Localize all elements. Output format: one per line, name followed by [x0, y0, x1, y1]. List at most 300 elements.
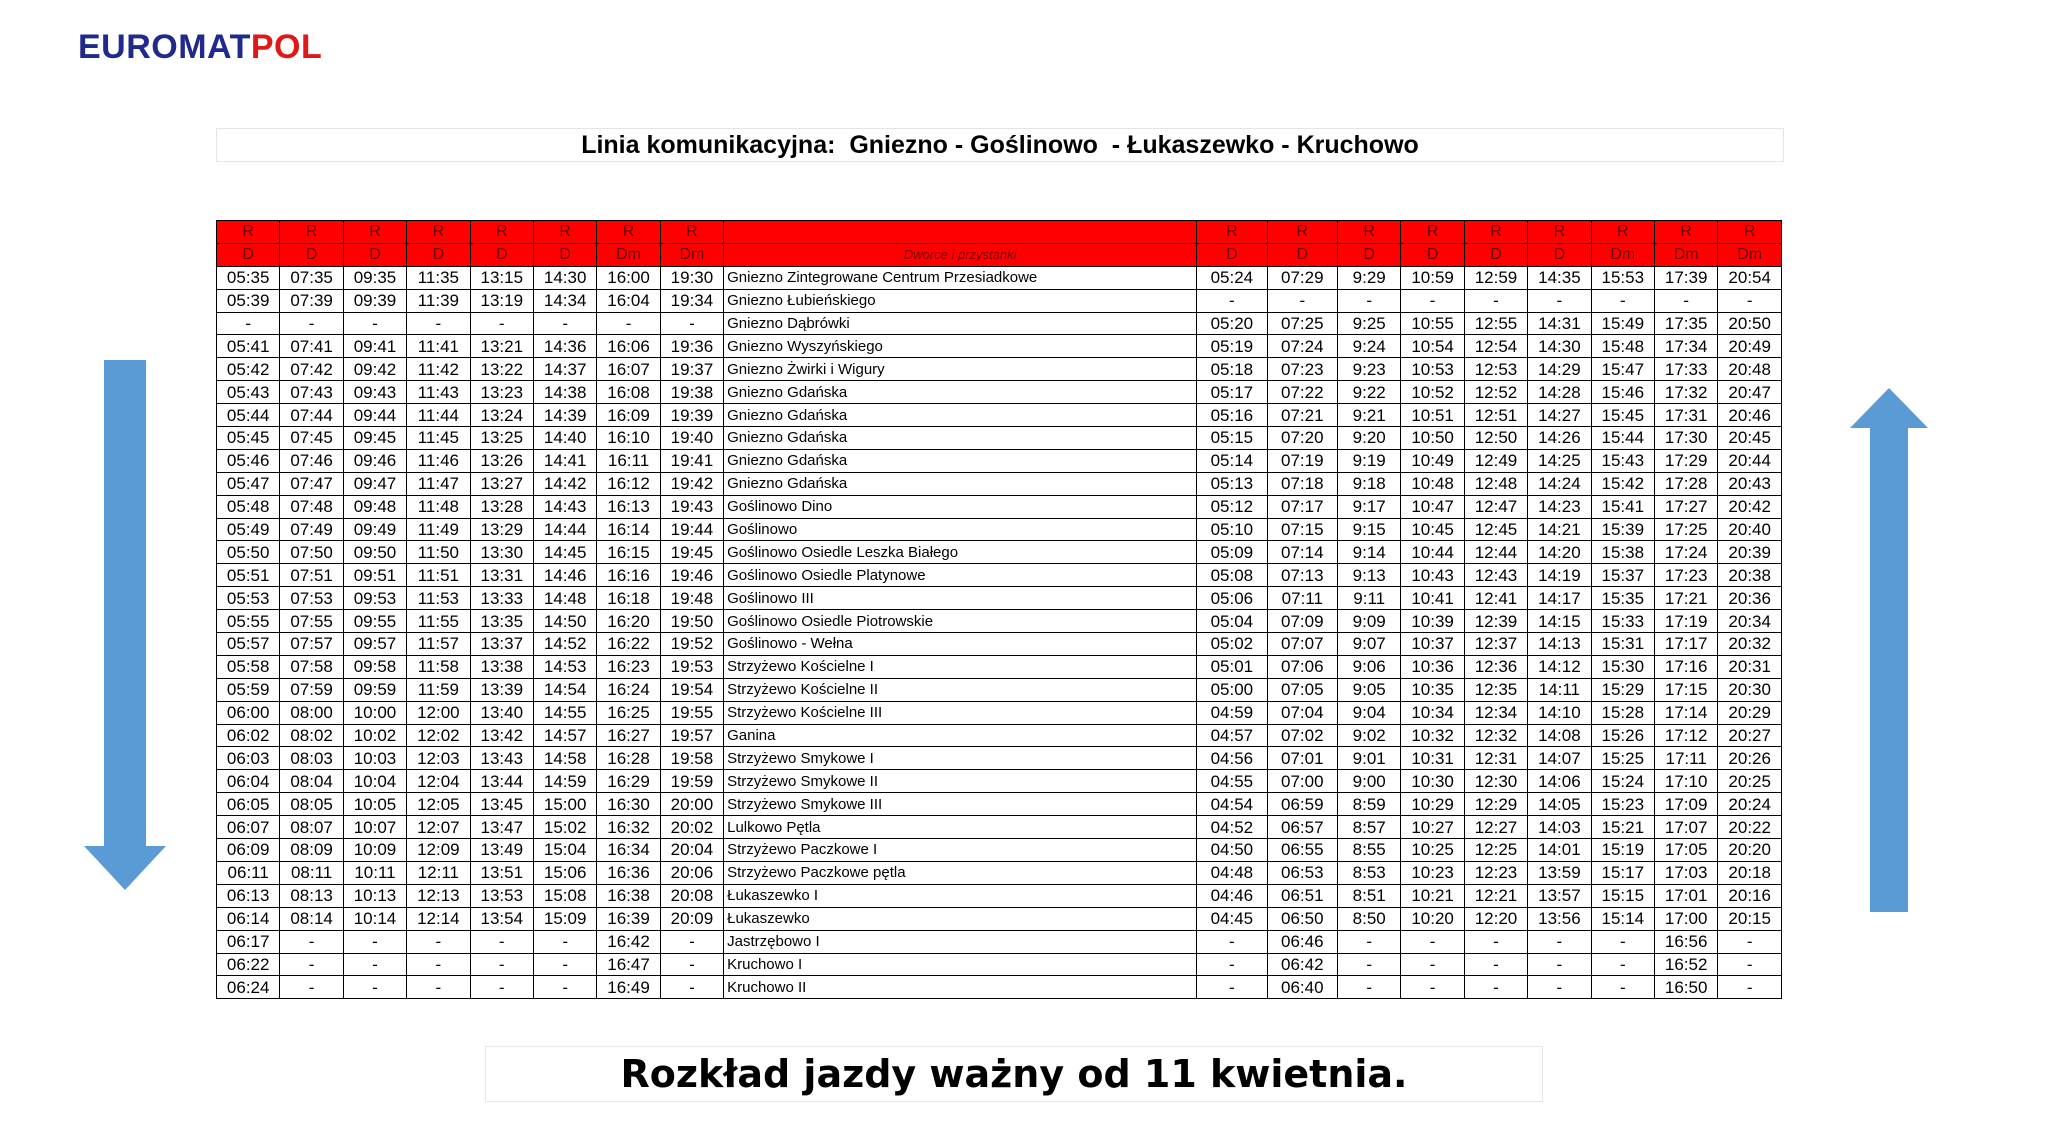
- return-time: 04:48: [1197, 861, 1267, 884]
- departure-time: 10:14: [343, 907, 406, 930]
- return-time: 07:29: [1267, 266, 1337, 289]
- return-time: -: [1338, 976, 1401, 999]
- departure-time: 06:03: [217, 747, 280, 770]
- stop-name: Strzyżewo Paczkowe I: [724, 839, 1197, 862]
- return-time: 13:57: [1528, 884, 1591, 907]
- return-time: 12:27: [1464, 816, 1527, 839]
- table-row: [217, 587, 1782, 610]
- return-time: 17:11: [1654, 747, 1717, 770]
- return-time: 14:12: [1528, 655, 1591, 678]
- header-service-type: R: [217, 221, 280, 244]
- departure-time: 14:40: [533, 427, 596, 450]
- return-time: 14:20: [1528, 541, 1591, 564]
- departure-time: 12:04: [407, 770, 470, 793]
- departure-time: -: [470, 930, 533, 953]
- return-time: 10:35: [1401, 678, 1464, 701]
- departure-time: 16:30: [597, 793, 660, 816]
- table-row: [217, 861, 1782, 884]
- departure-time: -: [660, 976, 723, 999]
- return-time: 14:31: [1528, 312, 1591, 335]
- return-time: 12:49: [1464, 449, 1527, 472]
- return-time: 16:50: [1654, 976, 1717, 999]
- return-time: 17:29: [1654, 449, 1717, 472]
- return-time: 20:24: [1718, 793, 1782, 816]
- return-time: 06:53: [1267, 861, 1337, 884]
- return-time: 14:11: [1528, 678, 1591, 701]
- departure-time: 13:37: [470, 633, 533, 656]
- table-row: [217, 312, 1782, 335]
- departure-time: 08:03: [280, 747, 343, 770]
- return-time: 05:17: [1197, 381, 1267, 404]
- return-time: 12:29: [1464, 793, 1527, 816]
- return-time: 15:29: [1591, 678, 1654, 701]
- return-time: 07:14: [1267, 541, 1337, 564]
- departure-time: 05:59: [217, 678, 280, 701]
- header-day-code: D: [280, 243, 343, 266]
- return-time: 12:20: [1464, 907, 1527, 930]
- return-time: 9:20: [1338, 427, 1401, 450]
- departure-time: -: [407, 953, 470, 976]
- return-time: 9:22: [1338, 381, 1401, 404]
- return-time: 17:01: [1654, 884, 1717, 907]
- departure-time: 09:49: [343, 518, 406, 541]
- return-time: 12:44: [1464, 541, 1527, 564]
- return-time: 8:55: [1338, 839, 1401, 862]
- return-time: -: [1718, 976, 1782, 999]
- table-row: [217, 495, 1782, 518]
- return-time: -: [1401, 289, 1464, 312]
- departure-time: 16:49: [597, 976, 660, 999]
- departure-time: 13:15: [470, 266, 533, 289]
- return-time: 17:03: [1654, 861, 1717, 884]
- departure-time: 15:02: [533, 816, 596, 839]
- stop-name: Strzyżewo Paczkowe pętla: [724, 861, 1197, 884]
- return-time: 17:24: [1654, 541, 1717, 564]
- departure-time: 16:22: [597, 633, 660, 656]
- return-time: 07:06: [1267, 655, 1337, 678]
- departure-time: 19:38: [660, 381, 723, 404]
- return-time: 15:26: [1591, 724, 1654, 747]
- return-time: -: [1338, 930, 1401, 953]
- departure-time: 11:45: [407, 427, 470, 450]
- departure-time: -: [470, 953, 533, 976]
- return-time: 10:44: [1401, 541, 1464, 564]
- departure-time: 05:55: [217, 610, 280, 633]
- departure-time: 19:54: [660, 678, 723, 701]
- return-time: 20:47: [1718, 381, 1782, 404]
- return-time: 12:23: [1464, 861, 1527, 884]
- header-day-code: D: [1528, 243, 1591, 266]
- header-day-code: D: [470, 243, 533, 266]
- departure-time: 13:22: [470, 358, 533, 381]
- return-time: 14:24: [1528, 472, 1591, 495]
- departure-time: 16:13: [597, 495, 660, 518]
- table-row: [217, 678, 1782, 701]
- header-service-type: R: [1401, 221, 1464, 244]
- departure-time: 05:49: [217, 518, 280, 541]
- stop-name: Gniezno Gdańska: [724, 472, 1197, 495]
- departure-time: 12:05: [407, 793, 470, 816]
- departure-time: -: [660, 312, 723, 335]
- return-time: 07:09: [1267, 610, 1337, 633]
- return-time: 17:30: [1654, 427, 1717, 450]
- return-time: 15:44: [1591, 427, 1654, 450]
- departure-time: 09:50: [343, 541, 406, 564]
- return-time: 10:53: [1401, 358, 1464, 381]
- return-time: 20:54: [1718, 266, 1782, 289]
- return-time: 17:12: [1654, 724, 1717, 747]
- return-time: 20:38: [1718, 564, 1782, 587]
- departure-time: 16:11: [597, 449, 660, 472]
- table-row: [217, 976, 1782, 999]
- departure-time: 13:24: [470, 404, 533, 427]
- departure-time: -: [217, 312, 280, 335]
- departure-time: 19:42: [660, 472, 723, 495]
- return-time: 17:16: [1654, 655, 1717, 678]
- departure-time: 05:58: [217, 655, 280, 678]
- departure-time: 09:45: [343, 427, 406, 450]
- return-time: 17:21: [1654, 587, 1717, 610]
- departure-time: 14:52: [533, 633, 596, 656]
- return-time: 04:45: [1197, 907, 1267, 930]
- return-time: 14:35: [1528, 266, 1591, 289]
- return-time: 07:01: [1267, 747, 1337, 770]
- header-day-code: D: [407, 243, 470, 266]
- stop-name: Ganina: [724, 724, 1197, 747]
- return-time: 12:59: [1464, 266, 1527, 289]
- departure-time: 13:21: [470, 335, 533, 358]
- return-time: 20:20: [1718, 839, 1782, 862]
- departure-time: -: [343, 976, 406, 999]
- return-time: 9:23: [1338, 358, 1401, 381]
- table-row: [217, 449, 1782, 472]
- departure-time: 19:34: [660, 289, 723, 312]
- return-time: 12:37: [1464, 633, 1527, 656]
- return-time: 15:47: [1591, 358, 1654, 381]
- return-time: 05:01: [1197, 655, 1267, 678]
- departure-time: -: [597, 312, 660, 335]
- return-time: 07:00: [1267, 770, 1337, 793]
- return-time: 07:21: [1267, 404, 1337, 427]
- return-time: 06:57: [1267, 816, 1337, 839]
- header-row-2: [217, 243, 1782, 266]
- departure-time: 07:46: [280, 449, 343, 472]
- departure-time: -: [470, 312, 533, 335]
- departure-time: 09:46: [343, 449, 406, 472]
- departure-time: 05:35: [217, 266, 280, 289]
- departure-time: 11:42: [407, 358, 470, 381]
- return-time: 05:06: [1197, 587, 1267, 610]
- departure-time: 14:55: [533, 701, 596, 724]
- table-row: [217, 266, 1782, 289]
- return-time: 12:34: [1464, 701, 1527, 724]
- return-time: 10:43: [1401, 564, 1464, 587]
- return-time: 8:59: [1338, 793, 1401, 816]
- return-time: 06:55: [1267, 839, 1337, 862]
- return-time: 17:00: [1654, 907, 1717, 930]
- departure-time: 19:59: [660, 770, 723, 793]
- departure-time: 16:08: [597, 381, 660, 404]
- return-time: 17:15: [1654, 678, 1717, 701]
- return-time: 20:43: [1718, 472, 1782, 495]
- departure-time: 06:14: [217, 907, 280, 930]
- table-row: [217, 541, 1782, 564]
- return-time: 10:51: [1401, 404, 1464, 427]
- departure-time: 14:39: [533, 404, 596, 427]
- return-time: 10:34: [1401, 701, 1464, 724]
- departure-time: 14:45: [533, 541, 596, 564]
- return-time: 20:18: [1718, 861, 1782, 884]
- table-row: [217, 335, 1782, 358]
- return-time: 12:54: [1464, 335, 1527, 358]
- return-time: 12:50: [1464, 427, 1527, 450]
- departure-time: 12:03: [407, 747, 470, 770]
- return-time: 15:19: [1591, 839, 1654, 862]
- departure-time: 16:32: [597, 816, 660, 839]
- return-time: 07:04: [1267, 701, 1337, 724]
- departure-time: 09:59: [343, 678, 406, 701]
- return-time: 15:53: [1591, 266, 1654, 289]
- departure-time: 16:25: [597, 701, 660, 724]
- return-time: 07:15: [1267, 518, 1337, 541]
- return-time: 07:18: [1267, 472, 1337, 495]
- stop-name: Gniezno Żwirki i Wigury: [724, 358, 1197, 381]
- departure-time: 09:48: [343, 495, 406, 518]
- return-time: 12:55: [1464, 312, 1527, 335]
- return-time: 9:19: [1338, 449, 1401, 472]
- departure-time: 05:48: [217, 495, 280, 518]
- header-service-type: R: [1338, 221, 1401, 244]
- return-time: 20:27: [1718, 724, 1782, 747]
- return-time: 20:36: [1718, 587, 1782, 610]
- stop-name: Strzyżewo Kościelne III: [724, 701, 1197, 724]
- departure-time: 16:18: [597, 587, 660, 610]
- return-time: 12:45: [1464, 518, 1527, 541]
- table-row: [217, 701, 1782, 724]
- departure-time: 09:39: [343, 289, 406, 312]
- departure-time: 16:28: [597, 747, 660, 770]
- return-time: 20:50: [1718, 312, 1782, 335]
- table-row: [217, 427, 1782, 450]
- departure-time: 09:41: [343, 335, 406, 358]
- departure-time: 11:47: [407, 472, 470, 495]
- return-time: 14:01: [1528, 839, 1591, 862]
- return-time: 20:22: [1718, 816, 1782, 839]
- departure-time: 14:48: [533, 587, 596, 610]
- departure-time: 12:13: [407, 884, 470, 907]
- departure-time: -: [280, 930, 343, 953]
- return-time: 20:29: [1718, 701, 1782, 724]
- departure-time: 08:02: [280, 724, 343, 747]
- header-service-type: R: [597, 221, 660, 244]
- return-time: 14:23: [1528, 495, 1591, 518]
- departure-time: 10:02: [343, 724, 406, 747]
- departure-time: 16:09: [597, 404, 660, 427]
- departure-time: 16:42: [597, 930, 660, 953]
- departure-time: 19:30: [660, 266, 723, 289]
- return-time: -: [1401, 976, 1464, 999]
- departure-time: -: [280, 976, 343, 999]
- departure-time: 11:43: [407, 381, 470, 404]
- departure-time: 11:35: [407, 266, 470, 289]
- return-time: -: [1654, 289, 1717, 312]
- return-time: 17:25: [1654, 518, 1717, 541]
- arrow-up-icon: [1848, 386, 1930, 914]
- departure-time: -: [533, 953, 596, 976]
- return-time: 10:52: [1401, 381, 1464, 404]
- header-day-code: D: [1401, 243, 1464, 266]
- return-time: 17:28: [1654, 472, 1717, 495]
- header-service-type: R: [1654, 221, 1717, 244]
- return-time: 14:28: [1528, 381, 1591, 404]
- header-service-type: R: [343, 221, 406, 244]
- return-time: 12:43: [1464, 564, 1527, 587]
- return-time: 07:20: [1267, 427, 1337, 450]
- header-service-type: R: [1718, 221, 1782, 244]
- departure-time: 13:28: [470, 495, 533, 518]
- return-time: 10:36: [1401, 655, 1464, 678]
- departure-time: 14:46: [533, 564, 596, 587]
- departure-time: -: [660, 930, 723, 953]
- departure-time: 07:39: [280, 289, 343, 312]
- return-time: 15:30: [1591, 655, 1654, 678]
- return-time: 05:12: [1197, 495, 1267, 518]
- return-time: 15:15: [1591, 884, 1654, 907]
- departure-time: 14:44: [533, 518, 596, 541]
- stop-name: Goślinowo Dino: [724, 495, 1197, 518]
- return-time: 05:10: [1197, 518, 1267, 541]
- header-day-code: D: [217, 243, 280, 266]
- departure-time: 08:05: [280, 793, 343, 816]
- return-time: 10:25: [1401, 839, 1464, 862]
- return-time: 05:24: [1197, 266, 1267, 289]
- return-time: -: [1267, 289, 1337, 312]
- departure-time: 05:50: [217, 541, 280, 564]
- return-time: 20:31: [1718, 655, 1782, 678]
- departure-time: 20:06: [660, 861, 723, 884]
- departure-time: 06:04: [217, 770, 280, 793]
- header-day-code: D: [1197, 243, 1267, 266]
- departure-time: 14:53: [533, 655, 596, 678]
- return-time: 04:52: [1197, 816, 1267, 839]
- return-time: 06:50: [1267, 907, 1337, 930]
- departure-time: 14:41: [533, 449, 596, 472]
- departure-time: 16:07: [597, 358, 660, 381]
- departure-time: 14:38: [533, 381, 596, 404]
- return-time: 12:53: [1464, 358, 1527, 381]
- departure-time: 13:45: [470, 793, 533, 816]
- return-time: 06:51: [1267, 884, 1337, 907]
- departure-time: 11:49: [407, 518, 470, 541]
- return-time: 17:27: [1654, 495, 1717, 518]
- departure-time: 14:37: [533, 358, 596, 381]
- departure-time: 16:36: [597, 861, 660, 884]
- return-time: 17:14: [1654, 701, 1717, 724]
- return-time: -: [1197, 930, 1267, 953]
- return-time: 17:35: [1654, 312, 1717, 335]
- departure-time: 09:44: [343, 404, 406, 427]
- table-row: [217, 633, 1782, 656]
- return-time: 20:16: [1718, 884, 1782, 907]
- return-time: 10:45: [1401, 518, 1464, 541]
- validity-notice: Rozkład jazdy ważny od 11 kwietnia.: [485, 1046, 1543, 1102]
- return-time: 10:32: [1401, 724, 1464, 747]
- return-time: 15:37: [1591, 564, 1654, 587]
- return-time: 05:09: [1197, 541, 1267, 564]
- return-time: 12:48: [1464, 472, 1527, 495]
- return-time: 10:50: [1401, 427, 1464, 450]
- departure-time: 09:58: [343, 655, 406, 678]
- return-time: 05:19: [1197, 335, 1267, 358]
- table-row: [217, 816, 1782, 839]
- return-time: -: [1464, 976, 1527, 999]
- stop-name: Jastrzębowo I: [724, 930, 1197, 953]
- departure-time: 07:47: [280, 472, 343, 495]
- departure-time: 19:58: [660, 747, 723, 770]
- return-time: 15:23: [1591, 793, 1654, 816]
- return-time: -: [1197, 953, 1267, 976]
- departure-time: 20:02: [660, 816, 723, 839]
- departure-time: 15:06: [533, 861, 596, 884]
- departure-time: 13:26: [470, 449, 533, 472]
- departure-time: 07:53: [280, 587, 343, 610]
- departure-time: 10:13: [343, 884, 406, 907]
- table-row: [217, 793, 1782, 816]
- departure-time: 06:24: [217, 976, 280, 999]
- departure-time: 12:00: [407, 701, 470, 724]
- return-time: 9:24: [1338, 335, 1401, 358]
- departure-time: 07:42: [280, 358, 343, 381]
- return-time: 15:48: [1591, 335, 1654, 358]
- departure-time: 14:58: [533, 747, 596, 770]
- departure-time: 15:08: [533, 884, 596, 907]
- table-row: [217, 381, 1782, 404]
- departure-time: 12:11: [407, 861, 470, 884]
- return-time: 20:46: [1718, 404, 1782, 427]
- return-time: 12:32: [1464, 724, 1527, 747]
- return-time: 04:50: [1197, 839, 1267, 862]
- return-time: 14:06: [1528, 770, 1591, 793]
- route-title: Linia komunikacyjna: Gniezno - Goślinowo - Łukaszewko - Kruchowo: [216, 128, 1784, 162]
- return-time: 14:10: [1528, 701, 1591, 724]
- departure-time: 07:57: [280, 633, 343, 656]
- return-time: 15:25: [1591, 747, 1654, 770]
- return-time: 14:05: [1528, 793, 1591, 816]
- departure-time: -: [343, 953, 406, 976]
- return-time: 17:32: [1654, 381, 1717, 404]
- return-time: 06:59: [1267, 793, 1337, 816]
- header-service-type: R: [1591, 221, 1654, 244]
- return-time: 05:15: [1197, 427, 1267, 450]
- return-time: 14:17: [1528, 587, 1591, 610]
- return-time: -: [1718, 289, 1782, 312]
- return-time: 20:40: [1718, 518, 1782, 541]
- departure-time: 16:34: [597, 839, 660, 862]
- return-time: 06:40: [1267, 976, 1337, 999]
- departure-time: 12:14: [407, 907, 470, 930]
- departure-time: -: [343, 312, 406, 335]
- return-time: 9:21: [1338, 404, 1401, 427]
- departure-time: 13:25: [470, 427, 533, 450]
- header-day-code: D: [1338, 243, 1401, 266]
- logo-part-blue: EUROMAT: [78, 28, 251, 66]
- departure-time: 07:59: [280, 678, 343, 701]
- header-service-type: R: [533, 221, 596, 244]
- return-time: 9:14: [1338, 541, 1401, 564]
- return-time: 17:10: [1654, 770, 1717, 793]
- return-time: 20:49: [1718, 335, 1782, 358]
- stop-name: Lulkowo Pętla: [724, 816, 1197, 839]
